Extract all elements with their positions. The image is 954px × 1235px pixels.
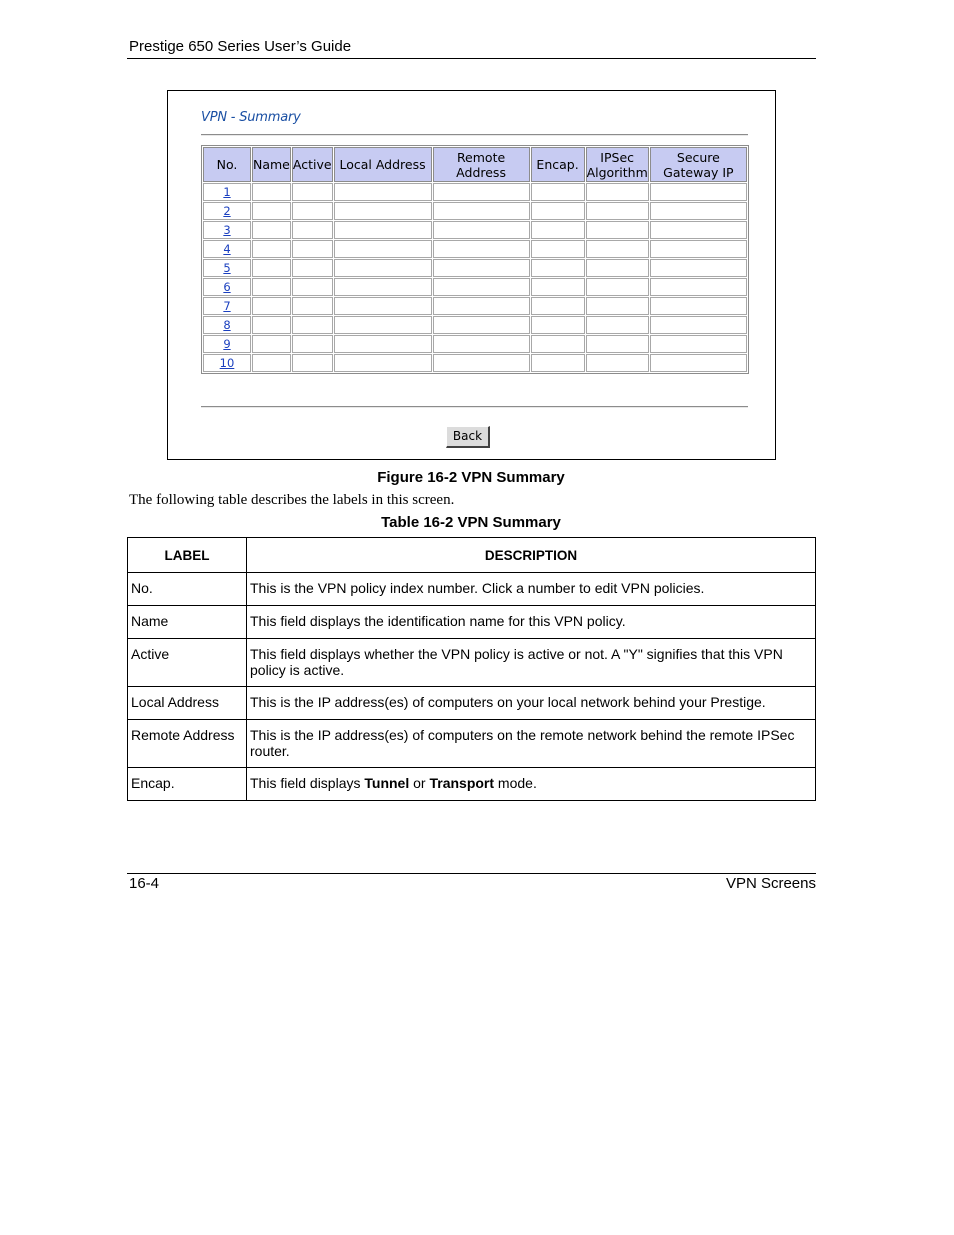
vpn-policy-row: [203, 354, 747, 372]
policy-number-cell: [203, 259, 251, 277]
col-active: Active: [292, 147, 333, 182]
empty-cell: [292, 297, 333, 315]
policy-number-cell: [203, 335, 251, 353]
row-description: This field displays whether the VPN policy is active or not. A "Y" signifies that this VPN policy is active.: [247, 639, 816, 687]
empty-cell: [531, 354, 585, 372]
empty-cell: [292, 316, 333, 334]
table-row: [128, 573, 816, 606]
vpn-summary-table: [201, 145, 749, 374]
policy-number-link[interactable]: 9: [223, 337, 231, 351]
policy-number-link[interactable]: 2: [223, 204, 231, 218]
empty-cell: [252, 354, 291, 372]
empty-cell: [586, 354, 649, 372]
table-row: [128, 720, 816, 768]
empty-cell: [586, 259, 649, 277]
policy-number-cell: [203, 183, 251, 201]
policy-number-link[interactable]: 4: [223, 242, 231, 256]
empty-cell: [650, 259, 747, 277]
vpn-policy-row: [203, 202, 747, 220]
empty-cell: [334, 259, 432, 277]
empty-cell: [252, 316, 291, 334]
vpn-policy-row: [203, 221, 747, 239]
row-label: Remote Address: [128, 720, 247, 768]
row-label: No.: [128, 573, 247, 606]
policy-number-link[interactable]: 3: [223, 223, 231, 237]
empty-cell: [334, 297, 432, 315]
col-no: No.: [203, 147, 251, 182]
empty-cell: [292, 183, 333, 201]
row-description: [247, 768, 816, 801]
empty-cell: [433, 354, 530, 372]
empty-cell: [252, 202, 291, 220]
col-remote-address: Remote Address: [433, 147, 530, 182]
policy-number-cell: [203, 354, 251, 372]
empty-cell: [292, 240, 333, 258]
empty-cell: [252, 240, 291, 258]
or-text: or: [409, 775, 430, 791]
empty-cell: [531, 335, 585, 353]
col-local-address: Local Address: [334, 147, 432, 182]
empty-cell: [586, 278, 649, 296]
empty-cell: [650, 221, 747, 239]
desc-table-header-row: [128, 538, 816, 573]
empty-cell: [650, 240, 747, 258]
empty-cell: [650, 354, 747, 372]
empty-cell: [334, 240, 432, 258]
table-row: [128, 768, 816, 801]
vpn-policy-row: [203, 278, 747, 296]
empty-cell: [531, 202, 585, 220]
empty-cell: [334, 221, 432, 239]
vpn-table-header-row: [203, 147, 747, 182]
table-row: [128, 687, 816, 720]
policy-number-link[interactable]: 6: [223, 280, 231, 294]
row-description: This field displays the identification name for this VPN policy.: [247, 606, 816, 639]
empty-cell: [334, 316, 432, 334]
empty-cell: [252, 297, 291, 315]
empty-cell: [433, 183, 530, 201]
empty-cell: [586, 335, 649, 353]
label-header: LABEL: [128, 538, 247, 573]
empty-cell: [252, 259, 291, 277]
figure-caption: Figure 16-2 VPN Summary: [377, 469, 565, 486]
empty-cell: [292, 278, 333, 296]
tunnel-term: Tunnel: [364, 775, 410, 791]
empty-cell: [531, 316, 585, 334]
header-divider: [127, 58, 816, 59]
empty-cell: [334, 183, 432, 201]
empty-cell: [586, 183, 649, 201]
policy-number-link[interactable]: 7: [223, 299, 231, 313]
empty-cell: [650, 183, 747, 201]
policy-number-cell: [203, 202, 251, 220]
vpn-summary-screenshot: [167, 90, 776, 460]
row-description: This is the IP address(es) of computers on your local network behind your Prestige.: [247, 687, 816, 720]
empty-cell: [334, 354, 432, 372]
empty-cell: [433, 202, 530, 220]
policy-number-link[interactable]: 1: [223, 185, 231, 199]
description-prefix: This field displays: [250, 775, 365, 791]
policy-number-link[interactable]: 8: [223, 318, 231, 332]
empty-cell: [433, 316, 530, 334]
empty-cell: [292, 221, 333, 239]
row-label: Active: [128, 639, 247, 687]
policy-number-link[interactable]: 10: [219, 356, 235, 370]
vpn-policy-row: [203, 335, 747, 353]
empty-cell: [586, 240, 649, 258]
empty-cell: [433, 278, 530, 296]
section-name: VPN Screens: [725, 875, 816, 892]
empty-cell: [292, 202, 333, 220]
policy-number-cell: [203, 240, 251, 258]
row-description: This is the VPN policy index number. Click a number to edit VPN policies.: [247, 573, 816, 606]
empty-cell: [433, 335, 530, 353]
empty-cell: [586, 221, 649, 239]
empty-cell: [650, 202, 747, 220]
empty-cell: [650, 316, 747, 334]
empty-cell: [433, 240, 530, 258]
empty-cell: [334, 202, 432, 220]
table-caption: Table 16-2 VPN Summary: [381, 514, 561, 531]
empty-cell: [531, 259, 585, 277]
empty-cell: [586, 202, 649, 220]
col-encap: Encap.: [531, 147, 585, 182]
intro-text: The following table describes the labels in this screen.: [129, 492, 455, 508]
empty-cell: [252, 183, 291, 201]
empty-cell: [531, 278, 585, 296]
policy-number-link[interactable]: 5: [223, 261, 231, 275]
policy-number-cell: [203, 297, 251, 315]
vpn-table-body: [203, 183, 747, 372]
empty-cell: [650, 335, 747, 353]
page-number: 16-4: [129, 875, 160, 892]
vpn-policy-row: [203, 259, 747, 277]
empty-cell: [650, 278, 747, 296]
vpn-policy-row: [203, 316, 747, 334]
row-label: Encap.: [128, 768, 247, 801]
vpn-policy-row: [203, 297, 747, 315]
back-button[interactable]: Back: [446, 426, 490, 448]
screen-title: VPN - Summary: [201, 110, 301, 125]
table-row: [128, 639, 816, 687]
screen-divider-bottom: [201, 406, 748, 408]
description-header: DESCRIPTION: [247, 538, 816, 573]
col-secure-gateway-ip: Secure Gateway IP: [650, 147, 747, 182]
row-label: Name: [128, 606, 247, 639]
empty-cell: [252, 335, 291, 353]
empty-cell: [252, 278, 291, 296]
empty-cell: [531, 297, 585, 315]
empty-cell: [586, 297, 649, 315]
empty-cell: [433, 221, 530, 239]
empty-cell: [292, 259, 333, 277]
empty-cell: [650, 297, 747, 315]
empty-cell: [292, 335, 333, 353]
running-header: Prestige 650 Series User’s Guide: [129, 38, 352, 55]
row-label: Local Address: [128, 687, 247, 720]
row-description: This is the IP address(es) of computers on the remote network behind the remote IPSec router.: [247, 720, 816, 768]
table-row: [128, 606, 816, 639]
screen-divider-top: [201, 134, 748, 136]
empty-cell: [586, 316, 649, 334]
empty-cell: [433, 297, 530, 315]
policy-number-cell: [203, 278, 251, 296]
empty-cell: [292, 354, 333, 372]
vpn-policy-row: [203, 240, 747, 258]
col-name: Name: [252, 147, 291, 182]
label-description-table: [127, 537, 816, 801]
transport-term: Transport: [429, 775, 495, 791]
policy-number-cell: [203, 316, 251, 334]
vpn-policy-row: [203, 183, 747, 201]
empty-cell: [531, 221, 585, 239]
empty-cell: [252, 221, 291, 239]
empty-cell: [531, 183, 585, 201]
col-ipsec-algorithm: IPSec Algorithm: [586, 147, 649, 182]
empty-cell: [531, 240, 585, 258]
description-suffix: mode.: [494, 775, 537, 791]
empty-cell: [334, 335, 432, 353]
footer-divider: [127, 873, 816, 874]
empty-cell: [334, 278, 432, 296]
empty-cell: [433, 259, 530, 277]
policy-number-cell: [203, 221, 251, 239]
